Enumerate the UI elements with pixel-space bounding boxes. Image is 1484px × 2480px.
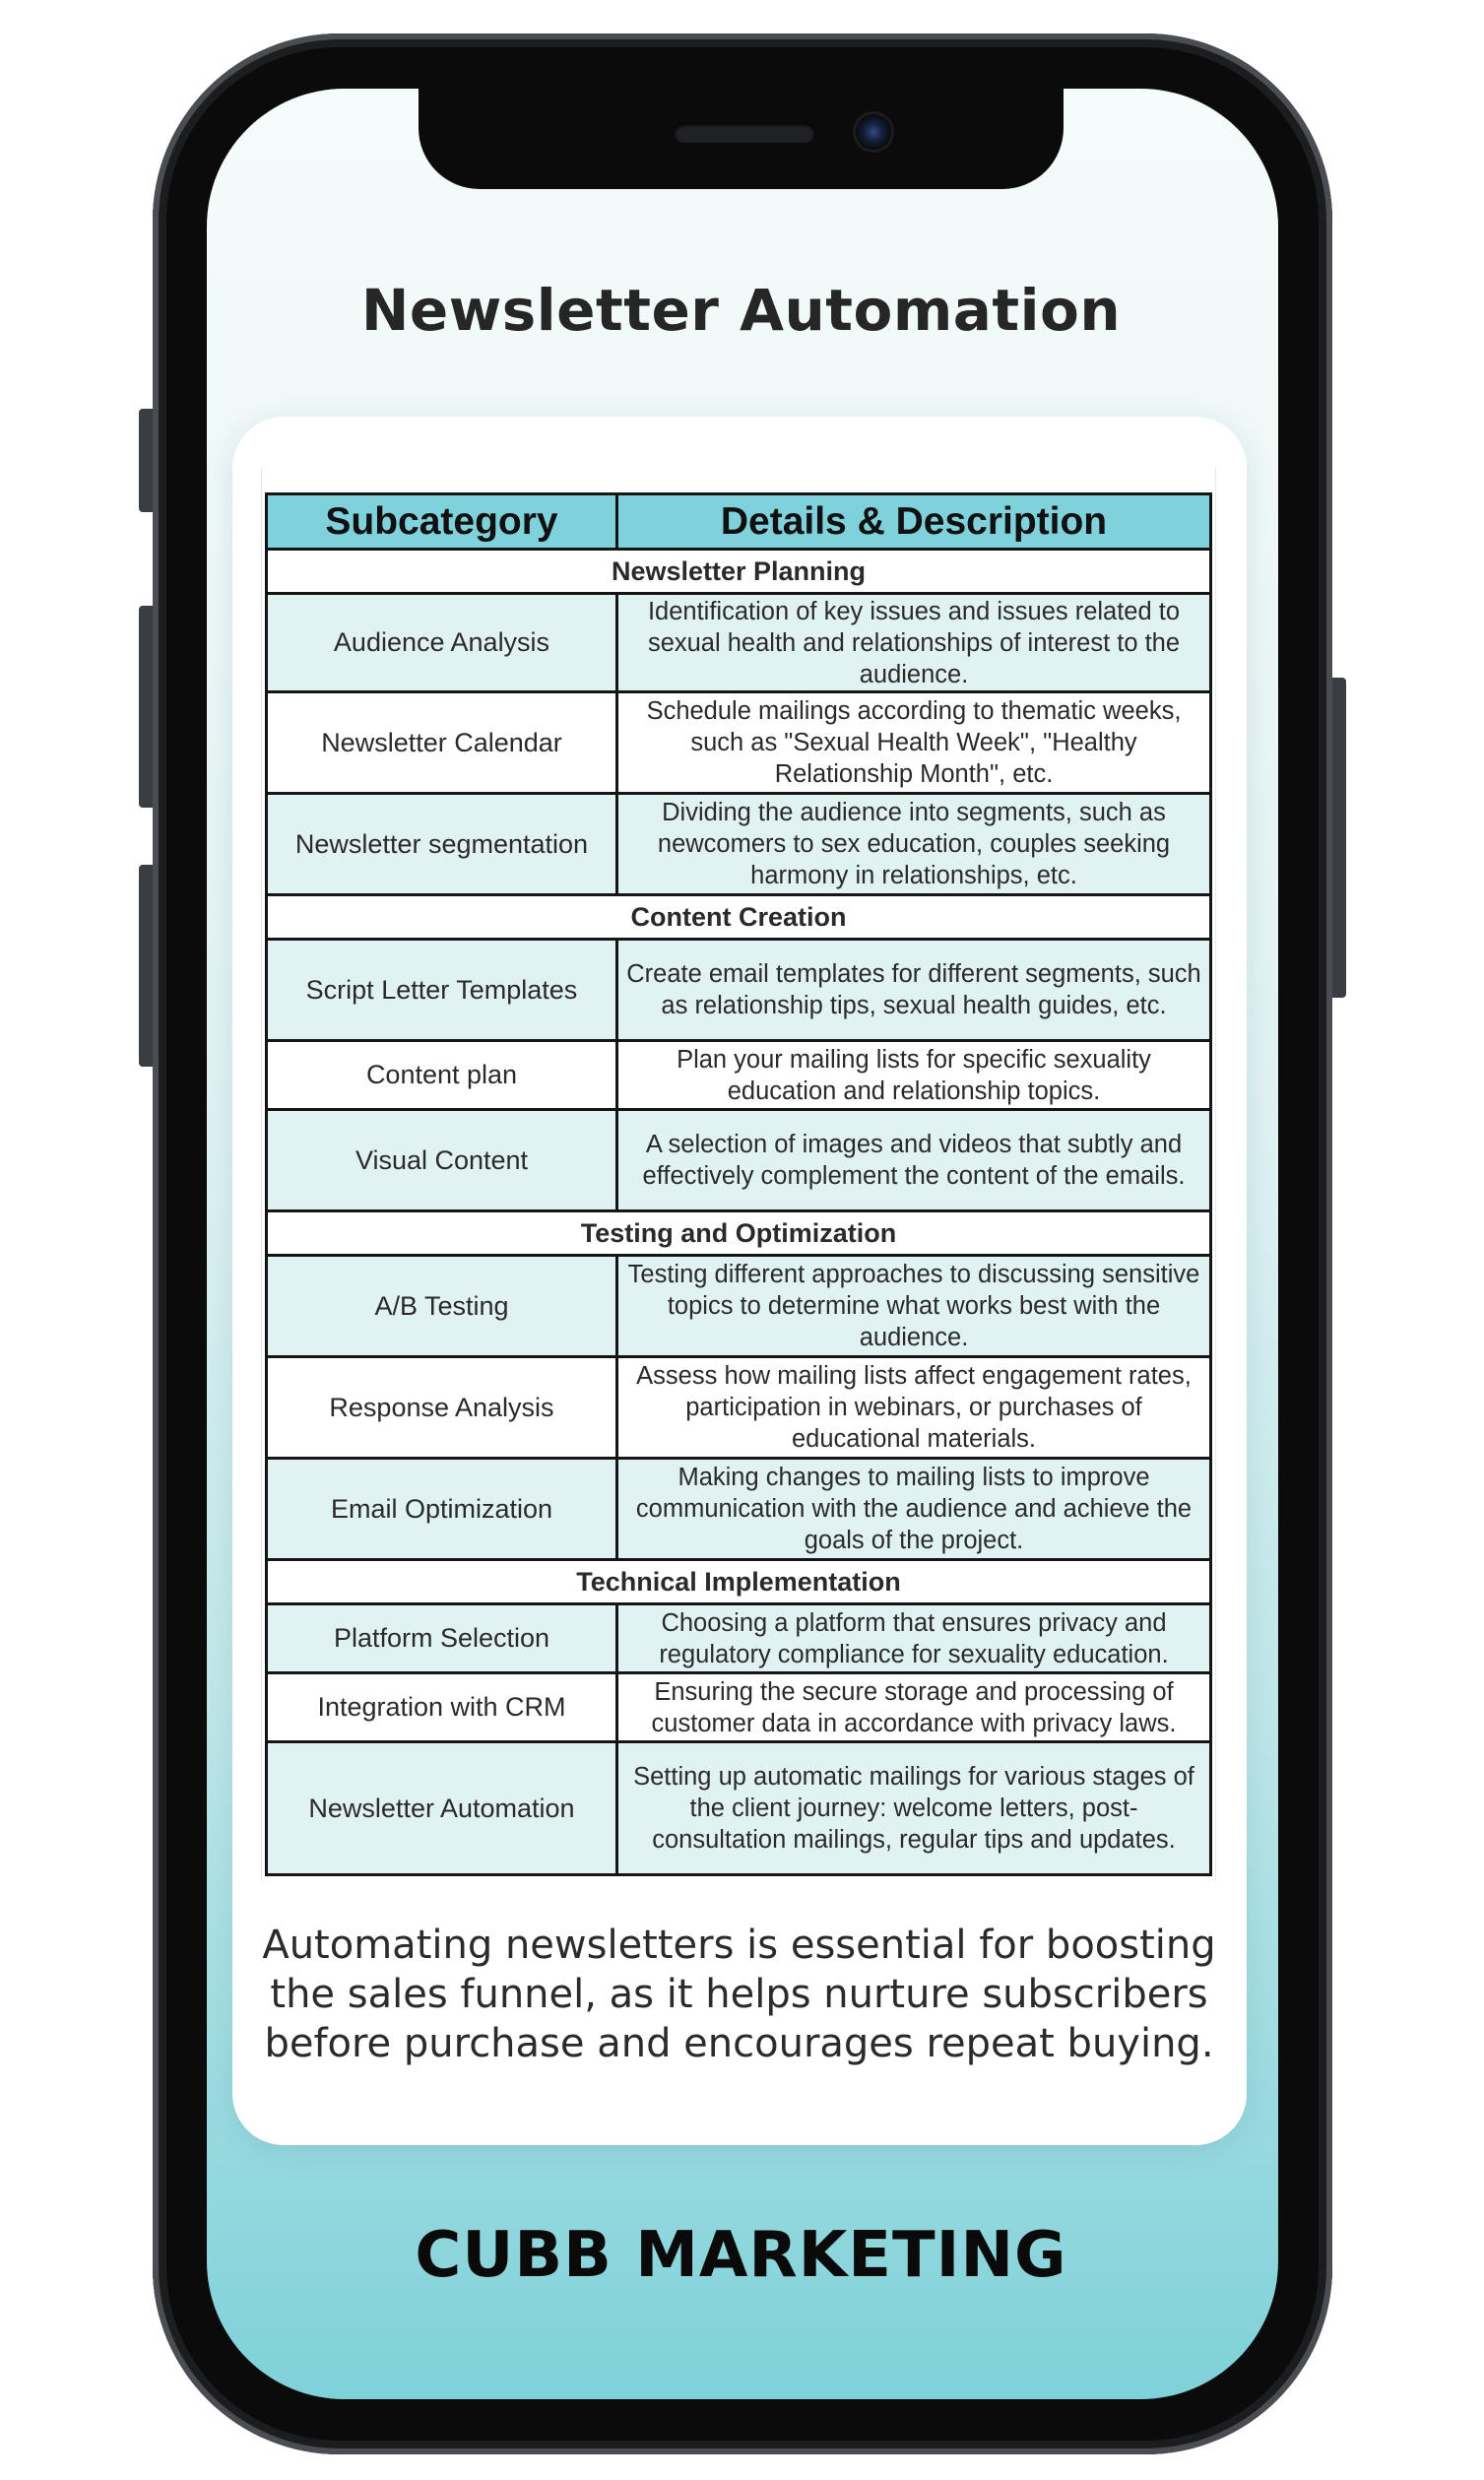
caption-text: Automating newsletters is essential for boosting the sales funnel, as it helps nurture subscribers before purchase and encourages repeat buying. (262, 1923, 1216, 2066)
column-header-subcategory: Subcategory (267, 494, 617, 550)
section-title: Technical Implementation (267, 1560, 1211, 1604)
speaker-grille (675, 123, 814, 143)
row-description: Identification of key issues and issues related to sexual health and relationships of interest to the audience. (617, 594, 1211, 692)
row-subcategory: Newsletter Calendar (267, 692, 617, 794)
row-subcategory: Script Letter Templates (267, 940, 617, 1041)
row-subcategory: Audience Analysis (267, 594, 617, 692)
section-title: Content Creation (267, 895, 1211, 940)
row-description: Dividing the audience into segments, such as newcomers to sex education, couples seeking harmony in relationships, etc. (617, 794, 1211, 895)
row-description: Create email templates for different segments, such as relationship tips, sexual health guides, etc. (617, 940, 1211, 1041)
row-description: Testing different approaches to discussing sensitive topics to determine what works best with the audience. (617, 1256, 1211, 1357)
row-subcategory: Response Analysis (267, 1357, 617, 1459)
newsletter-table (265, 492, 1212, 1876)
row-description: Schedule mailings according to thematic weeks, such as "Sexual Health Week", "Healthy Relationship Month", etc. (617, 692, 1211, 794)
row-subcategory: Integration with CRM (267, 1673, 617, 1742)
row-subcategory: Platform Selection (267, 1604, 617, 1673)
row-description: Assess how mailing lists affect engagement rates, participation in webinars, or purchases of educational materials. (617, 1357, 1211, 1459)
row-subcategory: Newsletter segmentation (267, 794, 617, 895)
row-description: Choosing a platform that ensures privacy and regulatory compliance for sexuality education. (617, 1604, 1211, 1673)
section-title: Testing and Optimization (267, 1211, 1211, 1256)
brand-logo-text: CUBB MARKETING (415, 2219, 1067, 2292)
row-description: Setting up automatic mailings for various stages of the client journey: welcome letters, post-consultation mailings, regular tips and updates. (617, 1742, 1211, 1875)
front-camera-icon (856, 114, 891, 150)
column-header-details: Details & Description (617, 494, 1211, 550)
row-subcategory: Content plan (267, 1041, 617, 1110)
row-description: A selection of images and videos that subtly and effectively complement the content of the emails. (617, 1110, 1211, 1211)
row-subcategory: Visual Content (267, 1110, 617, 1211)
row-description: Making changes to mailing lists to improve communication with the audience and achieve the goals of the project. (617, 1459, 1211, 1560)
section-title: Newsletter Planning (267, 550, 1211, 594)
row-description: Plan your mailing lists for specific sexuality education and relationship topics. (617, 1041, 1211, 1110)
row-subcategory: A/B Testing (267, 1256, 617, 1357)
row-subcategory: Email Optimization (267, 1459, 617, 1560)
page-title: Newsletter Automation (360, 277, 1122, 344)
row-description: Ensuring the secure storage and processing of customer data in accordance with privacy laws. (617, 1673, 1211, 1742)
row-subcategory: Newsletter Automation (267, 1742, 617, 1875)
